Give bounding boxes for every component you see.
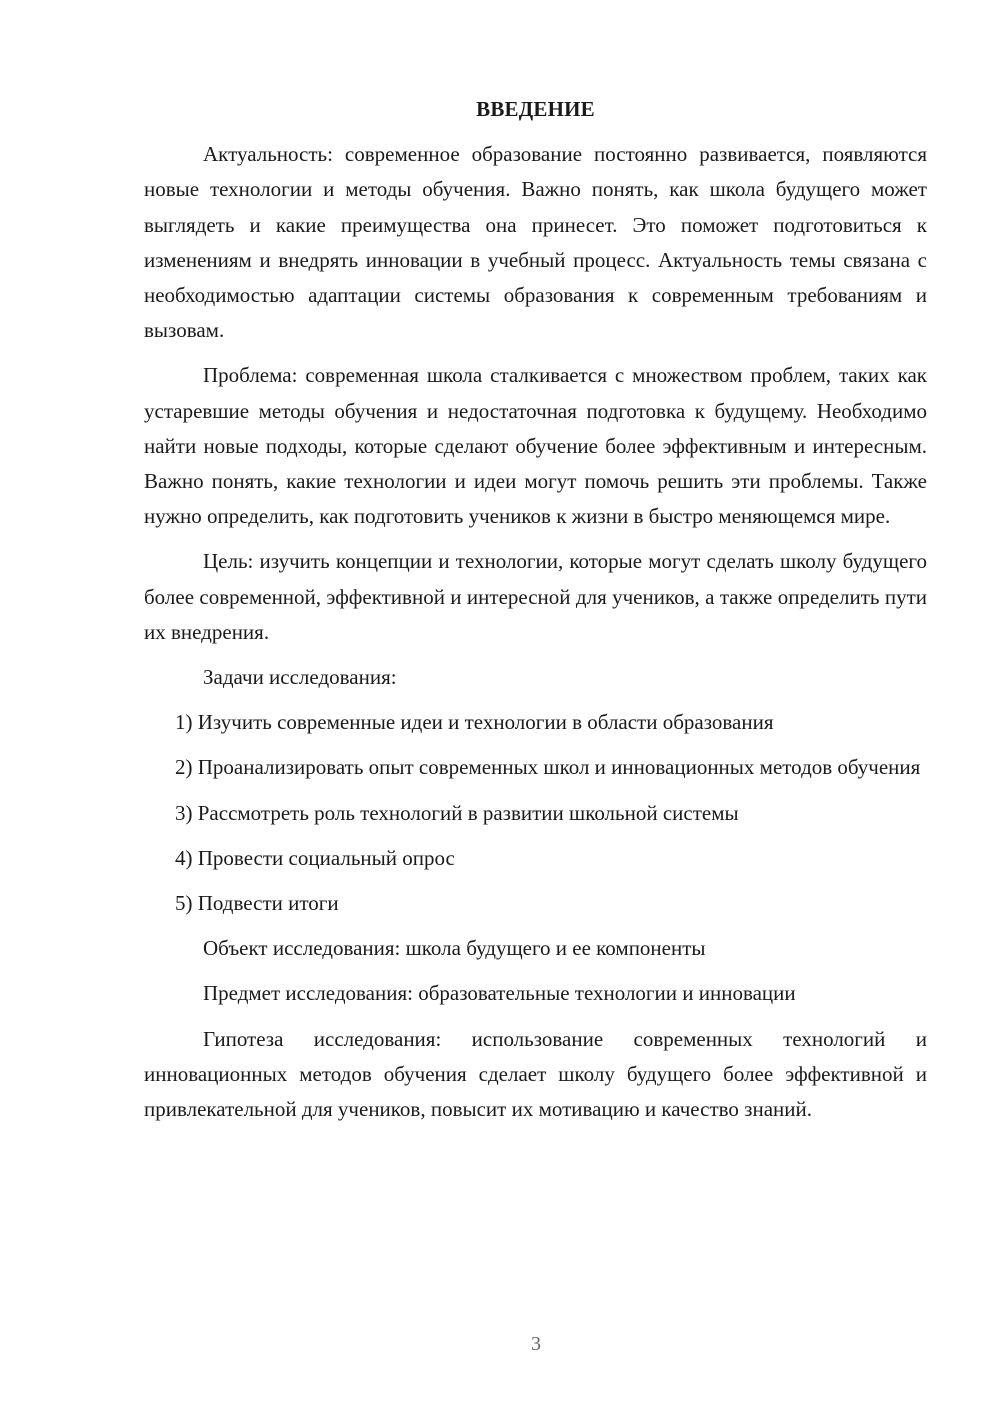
problem-paragraph: Проблема: современная школа сталкивается с множеством проблем, таких как устаревшие методы обучения и недостаточная подготовка к будущему. Необходимо найти новые подходы, которые сделают обучение более эффективным и интересным. Важно понять, какие технологии и идеи могут помочь решить эти проблемы. Также нужно определить, как подготовить учеников к жизни в быстро меняющемся мире. xyxy=(144,363,927,529)
relevance-paragraph: Актуальность: современное образование постоянно развивается, появляются новые технологии и методы обучения. Важно понять, как школа будущего может выглядеть и какие преимущества она принесет. Это поможет подготовиться к изменениям и внедрять инновации в учебный процесс. Актуальность темы связана с необходимостью адаптации системы образования к современным требованиям и вызовам. xyxy=(144,142,927,343)
page-content xyxy=(144,92,927,1127)
list-item: 1) Изучить современные идеи и технологии в области образования xyxy=(175,710,774,735)
object-paragraph: Объект исследования: школа будущего и ее компоненты xyxy=(203,936,706,961)
tasks-list xyxy=(144,705,927,921)
subject-paragraph: Предмет исследования: образовательные технологии и инновации xyxy=(203,981,796,1006)
goal-paragraph: Цель: изучить концепции и технологии, которые могут сделать школу будущего более современной, эффективной и интересной для учеников, а также определить пути их внедрения. xyxy=(144,549,927,644)
hypothesis-paragraph: Гипотеза исследования: использование современных технологий и инновационных методов обучения сделает школу будущего более эффективной и привлекательной для учеников, повысит их мотивацию и качество знаний. xyxy=(144,1026,927,1122)
page-number: 3 xyxy=(531,1333,541,1355)
section-title: ВВЕДЕНИЕ xyxy=(476,97,595,121)
list-item: 5) Подвести итоги xyxy=(175,891,339,916)
list-item: 2) Проанализировать опыт современных школ и инновационных методов обучения xyxy=(175,755,921,780)
tasks-heading: Задачи исследования: xyxy=(203,665,397,690)
page-number-container xyxy=(0,1333,1000,1356)
list-item: 3) Рассмотреть роль технологий в развитии школьной системы xyxy=(175,800,739,825)
list-item: 4) Провести социальный опрос xyxy=(175,845,455,870)
